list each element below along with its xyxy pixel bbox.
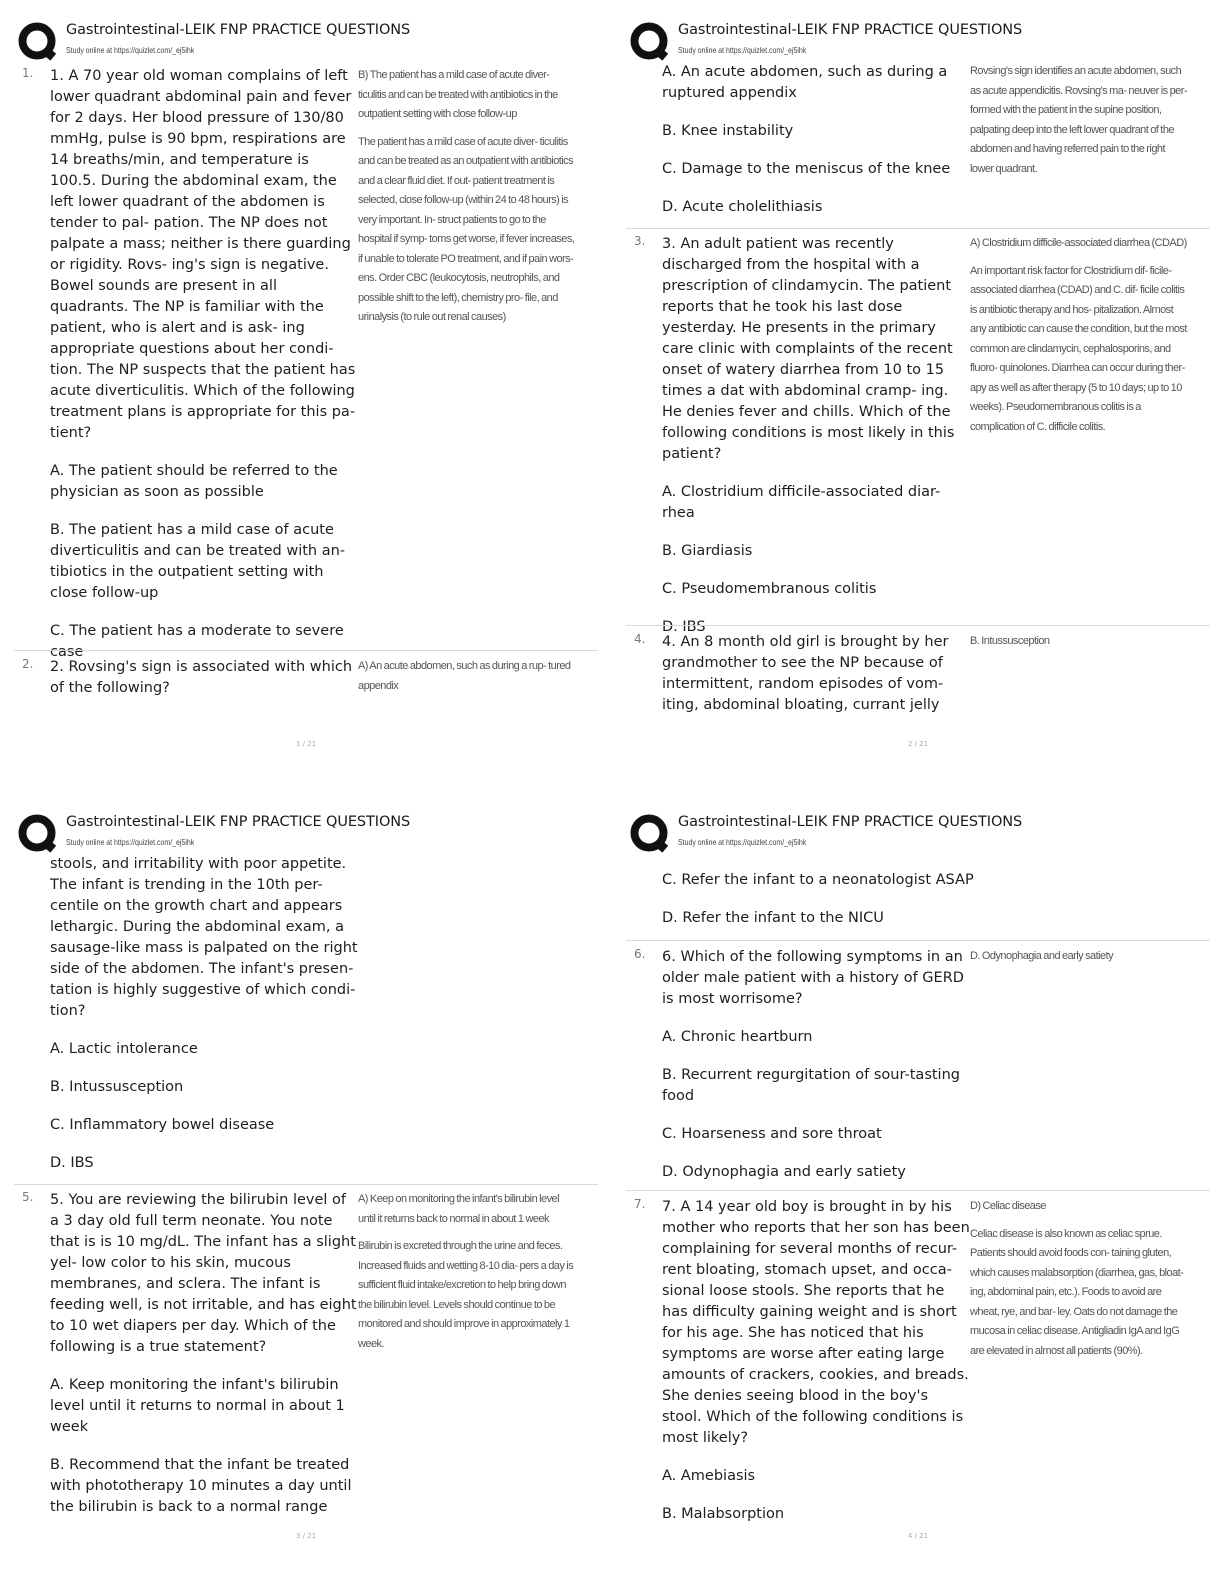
divider xyxy=(626,228,1210,229)
option: A. Lactic intolerance xyxy=(50,1041,198,1057)
question-number: 5. xyxy=(22,1190,34,1204)
page-1 xyxy=(0,0,612,792)
document-title: Gastrointestinal-LEIK FNP PRACTICE QUESTIONS xyxy=(678,814,1023,830)
page-number: 1 / 21 xyxy=(295,740,317,748)
question-text: stools, and irritability with poor appetite. The infant is trending in the 10th per- centile on the growth chart and appears lethargic. During the abdominal exam, a sausage-like mass is palpated on the right side of the abdomen. The infant's presen- tation is highly suggestive of which condi- tion? xyxy=(50,856,358,1019)
page-number: 3 / 21 xyxy=(295,1532,317,1540)
question-column xyxy=(50,1190,358,1535)
divider xyxy=(626,625,1210,626)
option: A. The patient should be referred to the physician as soon as possible xyxy=(50,463,338,500)
answer-label: D. Odynophagia and early satiety xyxy=(970,950,1114,962)
question-column xyxy=(662,62,970,235)
option: C. Hoarseness and sore throat xyxy=(662,1126,882,1142)
question-text: 6. Which of the following symptoms in an older male patient with a history of GERD is most worrisome? xyxy=(662,949,964,1007)
question-number: 1. xyxy=(22,66,34,80)
option: D. Acute cholelithiasis xyxy=(662,199,823,215)
question-column xyxy=(662,1197,970,1542)
option: B. Malabsorption xyxy=(662,1506,785,1522)
divider xyxy=(14,650,598,651)
option: B. The patient has a mild case of acute diverticulitis and can be treated with an- tibiotics in the outpatient setting with close follow-up xyxy=(50,522,346,601)
option: B. Recommend that the infant be treated with phototherapy 10 minutes a day until the bilirubin is back to a normal range xyxy=(50,1457,352,1515)
study-url[interactable]: Study online at https://quizlet.com/_ej5ihk xyxy=(678,45,807,55)
page-4 xyxy=(612,792,1224,1584)
question-entry xyxy=(14,1190,598,1520)
quizlet-logo-icon xyxy=(630,814,670,854)
question-text: 1. A 70 year old woman complains of left lower quadrant abdominal pain and fever for 2 days. Her blood pressure of 130/80 mmHg, pulse is 90 bpm, respirations are 14 breaths/min, and temperature is 100.5. During the abdominal exam, the left lower quadrant of the abdomen is tender to pal- pation. The NP does not palpate a mass; neither is there guarding or rigidity. Rovs- ing's sign is negative. Bowel sounds are present in all quadrants. The NP is familiar with the patient, who is alert and is ask- ing appropriate questions about her condi- tion. The NP suspects that the patient has acute diverticulitis. Which of the following treatment plans is appropriate for this pa- tient? xyxy=(50,68,356,441)
option: B. Recurrent regurgitation of sour-tasting food xyxy=(662,1067,960,1104)
document-title: Gastrointestinal-LEIK FNP PRACTICE QUESTIONS xyxy=(66,22,411,38)
page-3 xyxy=(0,792,612,1584)
answer-explanation: Celiac disease is also known as celiac sprue. Patients should avoid foods con- taining gluten, which causes malabsorption (diarrhea, gas, bloat- ing, abdominal pain, etc.). Foods to avoid are wheat, rye, and bar- ley. Oats do not damage the mucosa in celiac disease. Antigliadin IgA and IgG are elevated in almost all patients (90%). xyxy=(970,1227,1184,1357)
question-entry xyxy=(626,234,1210,635)
answer-column xyxy=(970,947,1190,975)
option: C. The patient has a moderate to severe case xyxy=(50,623,344,660)
option: D. Refer the infant to the NICU xyxy=(662,910,884,926)
study-url[interactable]: Study online at https://quizlet.com/_ej5ihk xyxy=(66,837,195,847)
document-title: Gastrointestinal-LEIK FNP PRACTICE QUESTIONS xyxy=(66,814,411,830)
option: C. Inflammatory bowel disease xyxy=(50,1117,275,1133)
page-header xyxy=(14,16,604,64)
question-text: 7. A 14 year old boy is brought in by his mother who reports that her son has been complaining for several months of recur- rent bloating, stomach upset, and occa- sional loose stools. She reports that he has difficulty gaining weight and is short for his age. She has noticed that his symptoms are worse after eating large amounts of crackers, cookies, and breads. She denies seeing blood in the boy's stool. Which of the following conditions is most likely? xyxy=(662,1199,970,1446)
question-column xyxy=(662,870,1002,946)
option: D. Odynophagia and early satiety xyxy=(662,1164,906,1180)
divider xyxy=(626,1190,1210,1191)
question-number: 3. xyxy=(634,234,646,248)
page-2 xyxy=(612,0,1224,792)
study-url[interactable]: Study online at https://quizlet.com/_ej5ihk xyxy=(66,45,195,55)
question-column xyxy=(662,234,970,655)
option: C. Pseudomembranous colitis xyxy=(662,581,877,597)
question-entry-continued xyxy=(626,870,1210,940)
answer-column xyxy=(970,62,1190,187)
question-number: 2. xyxy=(22,657,34,671)
page-header xyxy=(626,808,1216,856)
answer-explanation: An important risk factor for Clostridium dif- ficile-associated diarrhea (CDAD) and C. dif- ficile colitis is antibiotic therapy and hos- pitalization. Almost any antibiotic can cause the condition, but the most common are clindamycin, cephalosporins, and fluoro- quinolones. Diarrhea can occur during ther- apy as well as after therapy (5 to 10 days; up to 10 weeks). Pseudomembranous colitis is a complication of C. difficile colitis. xyxy=(970,264,1187,433)
answer-column xyxy=(970,1197,1190,1369)
answer-label: B. Intussusception xyxy=(970,635,1050,647)
answer-label: A) Keep on monitoring the infant's bilirubin level until it returns back to normal in about 1 week xyxy=(358,1193,560,1225)
question-entry-continued xyxy=(14,854,598,1176)
quizlet-logo-icon xyxy=(18,814,58,854)
question-entry xyxy=(14,657,598,717)
question-number: 6. xyxy=(634,947,646,961)
option: C. Damage to the meniscus of the knee xyxy=(662,161,951,177)
answer-label: A) Clostridium difficile-associated diarrhea (CDAD) xyxy=(970,237,1187,249)
answer-explanation: The patient has a mild case of acute diver- ticulitis and can be treated as an outpatient with antibiotics and a clear fluid diet. If out- patient treatment is selected, close follow-up (within 24 to 48 hours) is very important. In- struct patients to go to the hospital if symp- toms get worse, if fever increases, if unable to tolerate PO treatment, and if pain wors- ens. Order CBC (leukocytosis, neutrophils, and possible shift to the left), chemistry pro- file, and urinalysis (to rule out renal causes) xyxy=(358,135,575,323)
question-entry xyxy=(626,1197,1210,1527)
answer-label: A) An acute abdomen, such as during a rup- tured appendix xyxy=(358,660,571,692)
option: A. Keep monitoring the infant's bilirubin level until it returns to normal in about 1 week xyxy=(50,1377,345,1435)
option: A. Chronic heartburn xyxy=(662,1029,813,1045)
answer-label: B) The patient has a mild case of acute diver- ticulitis and can be treated with antibiotics in the outpatient setting with close follow-up xyxy=(358,69,558,120)
page-number: 4 / 21 xyxy=(907,1532,929,1540)
answer-explanation: Bilirubin is excreted through the urine and feces. Increased fluids and wetting 8-10 dia- pers a day is sufficient fluid intake/excretion to help bring down the bilirubin level. Levels should continue to be monitored and should improve in approximately 1 week. xyxy=(358,1240,574,1350)
question-entry-continued xyxy=(626,62,1210,228)
option: B. Intussusception xyxy=(50,1079,184,1095)
question-text: 2. Rovsing's sign is associated with which of the following? xyxy=(50,659,353,696)
question-number: 4. xyxy=(634,632,646,646)
divider xyxy=(626,940,1210,941)
option: C. Refer the infant to a neonatologist ASAP xyxy=(662,872,974,888)
option: D. IBS xyxy=(662,619,706,635)
option: A. Clostridium difficile-associated diar- rhea xyxy=(662,484,941,521)
page-header xyxy=(626,16,1216,64)
answer-column xyxy=(970,632,1190,660)
answer-column xyxy=(358,657,578,704)
question-column xyxy=(662,632,970,733)
option: D. IBS xyxy=(50,1155,94,1171)
document-title: Gastrointestinal-LEIK FNP PRACTICE QUESTIONS xyxy=(678,22,1023,38)
question-column xyxy=(50,657,358,716)
question-column xyxy=(50,66,358,680)
quizlet-logo-icon xyxy=(630,22,670,62)
question-column xyxy=(50,854,358,1191)
option: B. Giardiasis xyxy=(662,543,753,559)
answer-column xyxy=(358,66,578,336)
answer-column xyxy=(970,234,1190,445)
question-number: 7. xyxy=(634,1197,646,1211)
page-number: 2 / 21 xyxy=(907,740,929,748)
question-text: 3. An adult patient was recently discharged from the hospital with a prescription of clindamycin. The patient reports that he took his last dose yesterday. He presents in the primary care clinic with complaints of the recent onset of watery diarrhea from 10 to 15 times a dat with abdominal cramp- ing. He denies fever and chills. Which of the following conditions is most likely in this patient? xyxy=(662,236,955,462)
option: A. An acute abdomen, such as during a ruptured appendix xyxy=(662,64,948,101)
question-entry xyxy=(14,66,598,660)
answer-explanation: Rovsing's sign identifies an acute abdomen, such as acute appendicitis. Rovsing's ma- neuver is per- formed with the patient in the supine position, palpating deep into the left lower quadrant of the abdomen and having referred pain to the right lower quadrant. xyxy=(970,65,1187,175)
question-text: 5. You are reviewing the bilirubin level of a 3 day old full term neonate. You note that is is 10 mg/dL. The infant has a slight yel- low color to his skin, mucous membranes, and sclera. The infant is feeding well, is not irritable, and has eight to 10 wet diapers per day. Which of the following is a true statement? xyxy=(50,1192,357,1355)
option: B. Knee instability xyxy=(662,123,794,139)
divider xyxy=(14,1184,598,1185)
question-entry xyxy=(626,947,1210,1187)
answer-label: D) Celiac disease xyxy=(970,1200,1046,1212)
study-url[interactable]: Study online at https://quizlet.com/_ej5ihk xyxy=(678,837,807,847)
question-entry xyxy=(626,632,1210,722)
page-header xyxy=(14,808,604,856)
answer-column xyxy=(358,1190,578,1362)
quizlet-logo-icon xyxy=(18,22,58,62)
question-column xyxy=(662,947,970,1200)
question-text: 4. An 8 month old girl is brought by her grandmother to see the NP because of intermittent, random episodes of vom- iting, abdominal bloating, currant jelly xyxy=(662,634,949,713)
option: A. Amebiasis xyxy=(662,1468,756,1484)
